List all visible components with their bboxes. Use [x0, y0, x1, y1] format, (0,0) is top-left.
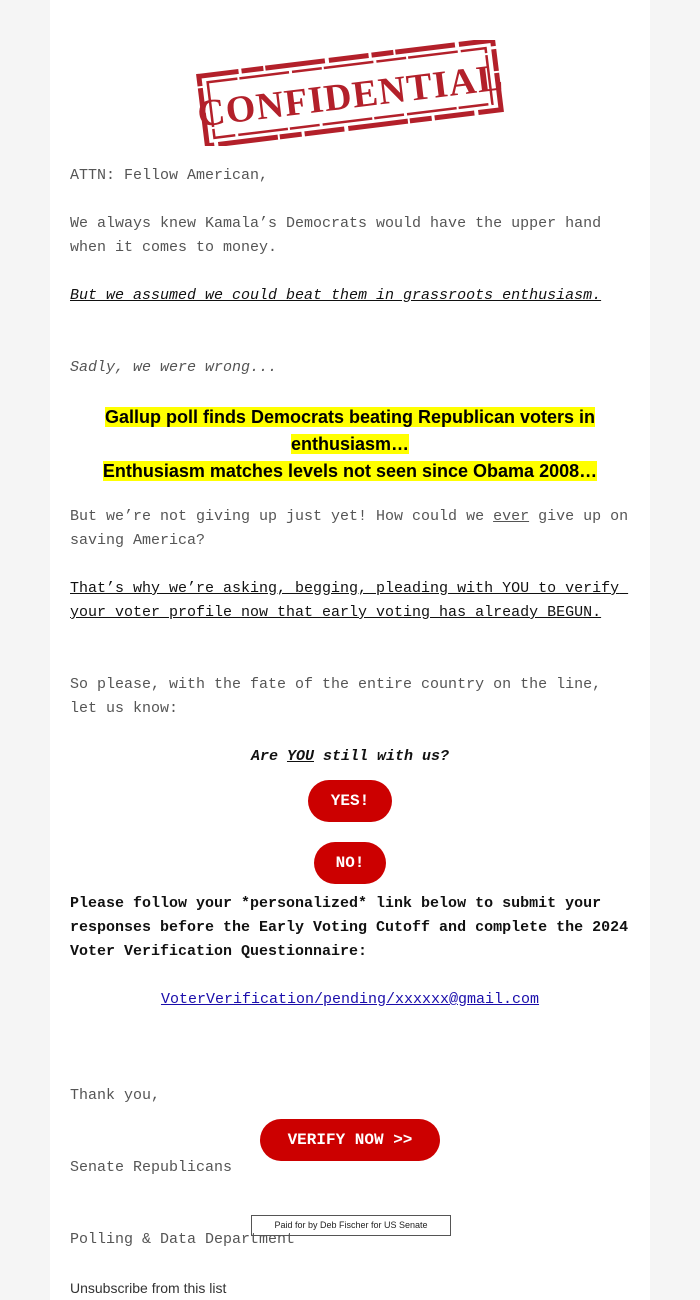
verify-now-button[interactable]: VERIFY NOW >>	[260, 1119, 440, 1161]
signoff-thanks: Thank you,	[70, 1087, 161, 1104]
confidential-stamp-graphic	[192, 40, 508, 146]
signoff-org: Senate Republicans	[70, 1159, 233, 1176]
stamp-text: CONFIDENTIAL	[195, 56, 506, 136]
paragraph-fate: So please, with the fate of the entire country on the line, let us know:	[70, 676, 611, 717]
verify-text: That’s why we’re asking, begging, pleading with YOU to verify your voter profile now that early voting has already BEGUN.	[70, 580, 629, 621]
para4-before: But we’re not giving up just yet! How could we	[70, 508, 494, 525]
email-body	[50, 0, 650, 1300]
paragraph-grassroots	[70, 284, 630, 308]
headline-line1: Gallup poll finds Democrats beating Republican voters in enthusiasm…	[104, 407, 596, 454]
paragraph-wrong: Sadly, we were wrong...	[70, 359, 278, 376]
para4-after: give up on saving America?	[70, 508, 638, 549]
unsubscribe-link[interactable]: Unsubscribe from this list	[70, 1280, 227, 1296]
paragraph-money: We always knew Kamala’s Democrats would have the upper hand when it comes to money.	[70, 215, 611, 256]
question-after: still with us?	[314, 748, 450, 765]
no-button[interactable]: NO!	[314, 842, 386, 884]
grassroots-text: But we assumed we could beat them in grassroots enthusiasm.	[70, 287, 602, 304]
signoff	[70, 1036, 630, 1300]
question-before: Are	[250, 748, 287, 765]
verification-link[interactable]: VoterVerification/pending/xxxxxx@gmail.com	[160, 991, 540, 1008]
headline	[70, 404, 630, 485]
question	[70, 745, 630, 769]
signoff-dept: Polling & Data Department	[70, 1231, 296, 1248]
yes-button[interactable]: YES!	[308, 780, 392, 822]
para4-ever: ever	[493, 508, 530, 525]
headline-line2: Enthusiasm matches levels not seen since Obama 2008…	[102, 461, 598, 481]
verification-link-row	[70, 988, 630, 1012]
question-you: YOU	[286, 748, 314, 765]
greeting: ATTN: Fellow American,	[70, 167, 269, 184]
confidential-stamp	[192, 40, 508, 146]
paid-for-disclaimer: Paid for by Deb Fischer for US Senate	[251, 1215, 451, 1236]
paragraph-verify	[70, 577, 630, 625]
paragraph-not-giving-up	[70, 505, 638, 553]
paragraph-instructions: Please follow your *personalized* link below to submit your responses before the Early Voting Cutoff and complete the 2024 Voter Verification Questionnaire:	[70, 895, 638, 960]
